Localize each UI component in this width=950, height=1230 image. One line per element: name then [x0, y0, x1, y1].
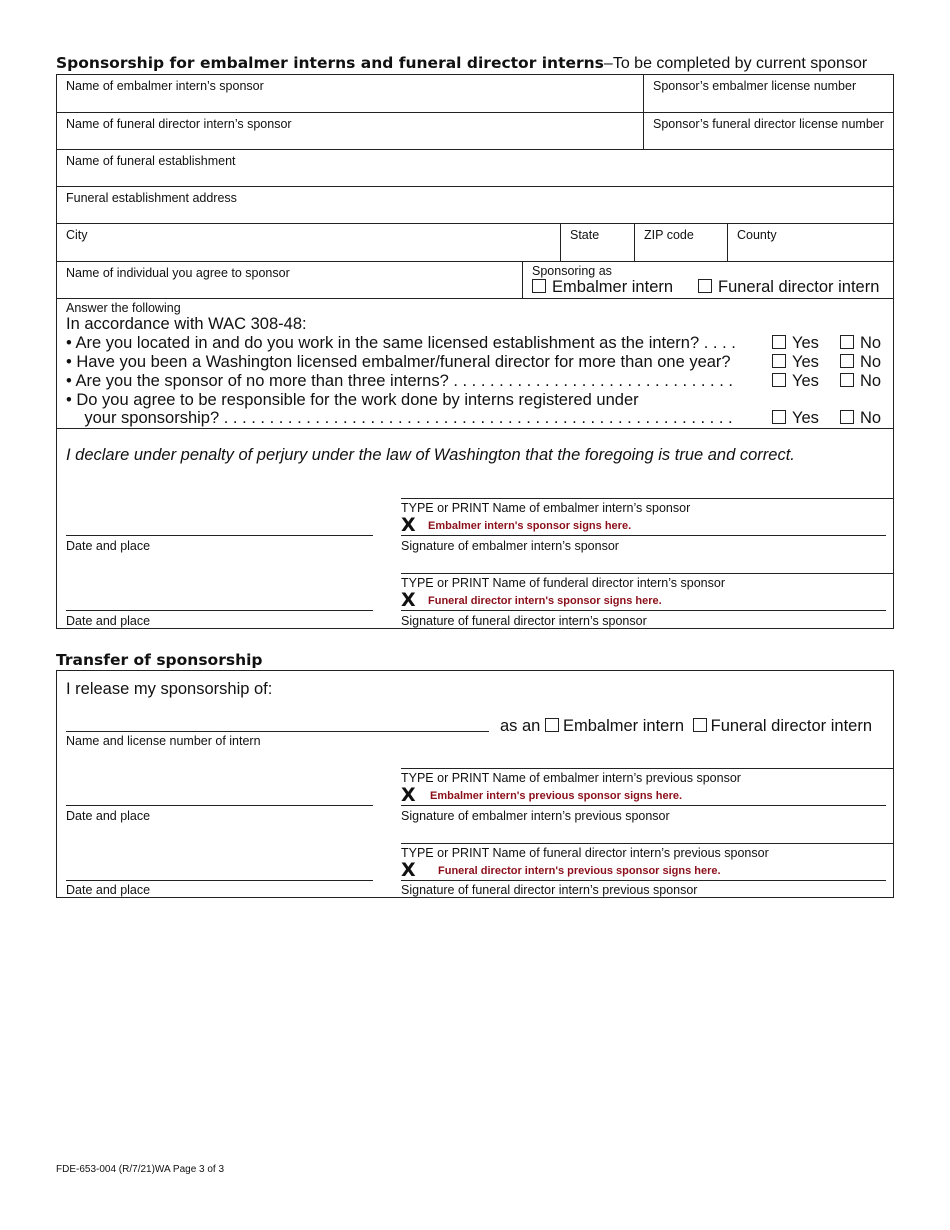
q2-no-checkbox[interactable]: [840, 354, 854, 368]
prev-fd-print-line[interactable]: [401, 843, 894, 844]
questions-intro: In accordance with WAC 308-48:: [66, 315, 307, 333]
questions-block: [57, 299, 893, 429]
q1-yes-checkbox[interactable]: [772, 335, 786, 349]
transfer-as-an-text: [500, 717, 872, 736]
q4-no-checkbox[interactable]: [840, 410, 854, 424]
establishment-name-label: Name of funeral establishment: [66, 154, 236, 168]
q3-yes-checkbox[interactable]: [772, 373, 786, 387]
prev-embalmer-sign-here: Embalmer intern's previous sponsor signs here.: [430, 790, 683, 802]
prev-fd-date-line[interactable]: [66, 880, 373, 881]
sponsoring-as-field: [522, 262, 893, 298]
prev-fd-date-label: Date and place: [66, 883, 151, 897]
embalmer-checkbox[interactable]: [532, 279, 546, 293]
q3-no-checkbox[interactable]: [840, 373, 854, 387]
embalmer-sponsor-name-label: Name of embalmer intern’s sponsor: [66, 79, 264, 93]
county-field[interactable]: [727, 224, 893, 261]
embalmer-sponsor-name-field[interactable]: [57, 75, 643, 112]
q2-no[interactable]: [840, 353, 881, 372]
fd-license-field[interactable]: [643, 113, 893, 149]
sponsorship-form: [56, 74, 894, 629]
q3-no[interactable]: [840, 372, 881, 391]
embalmer-sign-here: Embalmer intern's sponsor signs here.: [428, 520, 632, 532]
sponsoring-fd-option[interactable]: [698, 278, 879, 297]
transfer-title: Transfer of sponsorship: [56, 651, 263, 669]
establishment-address-field[interactable]: [57, 187, 893, 224]
transfer-fd-checkbox[interactable]: [693, 718, 707, 732]
fd-sponsor-name-label: Name of funeral director intern’s sponsor: [66, 117, 292, 131]
fd-print-name-label: TYPE or PRINT Name of funderal director intern’s sponsor: [401, 576, 725, 590]
q2-yes-label: Yes: [792, 353, 819, 371]
embalmer-print-name-line[interactable]: [401, 498, 894, 499]
sponsoring-fd-label: Funeral director intern: [718, 278, 880, 296]
city-label: City: [66, 228, 88, 242]
prev-embalmer-sign-x-icon: X: [401, 784, 416, 806]
prev-embalmer-print-line[interactable]: [401, 768, 894, 769]
q1-no-label: No: [860, 334, 882, 352]
fd-checkbox[interactable]: [698, 279, 712, 293]
fd-date-line[interactable]: [66, 610, 373, 611]
q4-yes-checkbox[interactable]: [772, 410, 786, 424]
embalmer-signature-line[interactable]: [401, 535, 886, 536]
q2-yes[interactable]: [772, 353, 819, 372]
question-2: • Have you been a Washington licensed embalmer/funeral director for more than one year?: [66, 353, 731, 371]
release-text: I release my sponsorship of:: [66, 680, 273, 698]
embalmer-sign-x-icon: X: [401, 514, 416, 536]
county-label: County: [737, 228, 777, 242]
transfer-embalmer-label: Embalmer intern: [562, 717, 685, 735]
q2-yes-checkbox[interactable]: [772, 354, 786, 368]
q1-yes-label: Yes: [792, 334, 819, 352]
row-city-state: [57, 224, 893, 262]
row-individual: [57, 262, 893, 299]
embalmer-date-label: Date and place: [66, 539, 151, 553]
q1-yes[interactable]: [772, 334, 819, 353]
transfer-embalmer-checkbox[interactable]: [545, 718, 559, 732]
sponsorship-section-title: [56, 54, 867, 73]
individual-name-field[interactable]: [57, 262, 522, 298]
transfer-form: [56, 670, 894, 898]
embalmer-signature-label: Signature of embalmer intern’s sponsor: [401, 539, 619, 553]
embalmer-date-line[interactable]: [66, 535, 373, 536]
zip-field[interactable]: [634, 224, 727, 261]
sponsoring-embalmer-label: Embalmer intern: [552, 278, 674, 296]
establishment-name-field[interactable]: [57, 150, 893, 187]
prev-fd-print-label: TYPE or PRINT Name of funeral director intern’s previous sponsor: [401, 846, 769, 860]
form-footer: FDE-653-004 (R/7/21)WA Page 3 of 3: [56, 1164, 225, 1175]
sponsorship-title-sub: –To be completed by current sponsor: [603, 55, 868, 72]
prev-embalmer-signature-label: Signature of embalmer intern’s previous sponsor: [401, 809, 670, 823]
prev-embalmer-date-label: Date and place: [66, 809, 151, 823]
question-4b: your sponsorship? . . . . . . . . . . . . . . . . . . . . . . . . . . . . . . . . . . . . . . . . . . . . . . . . . . . . . . . .: [66, 409, 733, 427]
q1-no-checkbox[interactable]: [840, 335, 854, 349]
q1-no[interactable]: [840, 334, 881, 353]
prev-embalmer-signature-line[interactable]: [401, 805, 886, 806]
prev-fd-sign-here: Funeral director intern's previous sponsor signs here.: [438, 865, 721, 877]
transfer-fd-label: Funeral director intern: [710, 717, 873, 735]
q3-yes[interactable]: [772, 372, 819, 391]
embalmer-license-label: Sponsor’s embalmer license number: [653, 79, 857, 93]
question-4a: • Do you agree to be responsible for the work done by interns registered under: [66, 391, 639, 409]
fd-signature-label: Signature of funeral director intern’s sponsor: [401, 614, 647, 628]
fd-print-name-line[interactable]: [401, 573, 894, 574]
q4-yes[interactable]: [772, 409, 819, 428]
q2-no-label: No: [860, 353, 882, 371]
intern-name-line[interactable]: [66, 731, 489, 732]
declaration-text: I declare under penalty of perjury under the law of Washington that the foregoing is true and correct.: [66, 446, 795, 464]
embalmer-license-field[interactable]: [643, 75, 893, 112]
q4-no-label: No: [860, 409, 882, 427]
fd-sponsor-name-field[interactable]: [57, 113, 643, 149]
sponsoring-embalmer-option[interactable]: [532, 278, 673, 297]
sponsorship-title-bold: Sponsorship for embalmer interns and funeral director interns: [56, 54, 604, 72]
q3-yes-label: Yes: [792, 372, 819, 390]
state-label: State: [570, 228, 600, 242]
q3-no-label: No: [860, 372, 882, 390]
city-field[interactable]: [57, 224, 560, 261]
q4-yes-label: Yes: [792, 409, 819, 427]
intern-name-label: Name and license number of intern: [66, 734, 261, 748]
sponsoring-as-label: Sponsoring as: [532, 264, 612, 278]
row-fd-sponsor: [57, 113, 893, 150]
prev-embalmer-date-line[interactable]: [66, 805, 373, 806]
fd-sign-x-icon: X: [401, 589, 416, 611]
questions-label: Answer the following: [66, 301, 181, 315]
individual-name-label: Name of individual you agree to sponsor: [66, 266, 290, 280]
zip-label: ZIP code: [644, 228, 694, 242]
q4-no[interactable]: [840, 409, 881, 428]
transfer-section-title: [56, 651, 263, 670]
state-field[interactable]: [560, 224, 634, 261]
establishment-address-label: Funeral establishment address: [66, 191, 237, 205]
fd-sign-here: Funeral director intern's sponsor signs here.: [428, 595, 662, 607]
fd-signature-line[interactable]: [401, 610, 886, 611]
prev-fd-signature-line[interactable]: [401, 880, 886, 881]
as-an-label: as an: [500, 717, 541, 735]
prev-fd-sign-x-icon: X: [401, 859, 416, 881]
fd-date-label: Date and place: [66, 614, 151, 628]
embalmer-print-name-label: TYPE or PRINT Name of embalmer intern’s sponsor: [401, 501, 691, 515]
question-1: • Are you located in and do you work in the same licensed establishment as the intern? . . . .: [66, 334, 736, 352]
prev-fd-signature-label: Signature of funeral director intern’s previous sponsor: [401, 883, 698, 897]
fd-license-label: Sponsor’s funeral director license number: [653, 117, 884, 131]
row-embalmer-sponsor: [57, 75, 893, 113]
question-3: • Are you the sponsor of no more than three interns? . . . . . . . . . . . . . . . . . . . . . . . . . . . . . . .: [66, 372, 733, 390]
prev-embalmer-print-label: TYPE or PRINT Name of embalmer intern’s previous sponsor: [401, 771, 741, 785]
